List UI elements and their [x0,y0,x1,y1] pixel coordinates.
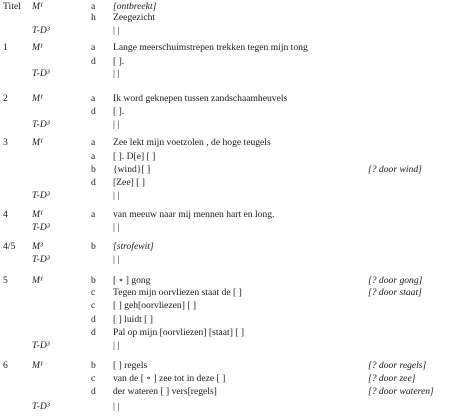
version-letter: a [91,209,96,220]
version-letter: a [91,151,96,162]
collation-row [0,164,450,176]
version-letter: d [91,56,96,67]
line-label: 4 [3,209,8,220]
variant-text: Lange meerschuimstrepen trekken tegen mijn tong [113,42,308,53]
version-letter: c [91,300,96,311]
witness-siglum: M¹ [32,275,43,286]
witness-siglum: T-D³ [32,25,50,36]
variant-text: [ ]. D[e] [ ] [113,151,156,162]
variant-text: Zee lekt mijn voetzolen , de hoge teugels [113,137,271,148]
collation-row [0,401,450,413]
line-label: 2 [3,93,8,104]
variant-text: [Zee] [ ] [113,177,145,188]
collation-row [0,287,450,299]
witness-siglum: M³ [32,241,43,252]
variant-text: [ ∘ ] gong [113,275,151,286]
collation-row [0,254,450,266]
variant-text: der wateren [ ] vers[regels] [113,386,217,397]
witness-siglum: T-D³ [32,401,50,412]
variant-text: [ ] geh[oorvliezen] [ ] [113,300,197,311]
variant-text: | | [113,222,120,233]
variant-text: Pal op mijn [oorvliezen] [staat] [ ] [113,327,245,338]
collation-row [0,222,450,234]
editorial-note: [? door wateren] [368,386,434,397]
collation-row [0,327,450,339]
line-label: 1 [3,42,8,53]
variant-text: van meeuw naar mij mennen hart en long. [113,209,275,220]
variant-text: [ ]. [113,106,125,117]
line-label: 3 [3,137,8,148]
editorial-note: [? door gong] [368,275,423,286]
version-letter: h [91,12,96,23]
version-letter: a [91,42,96,53]
version-letter: c [91,373,96,384]
collation-row [0,42,450,54]
variant-text: | | [113,340,120,351]
collation-row [0,93,450,105]
witness-siglum: T-D³ [32,68,50,79]
collation-row [0,151,450,163]
variant-text: Ik word geknepen tussen zandschaamheuvels [113,93,288,104]
collation-row [0,241,450,253]
variant-text: Zeegezicht [113,12,156,23]
version-letter: c [91,287,96,298]
collation-row [0,177,450,189]
witness-siglum: T-D³ [32,340,50,351]
witness-siglum: M¹ [32,209,43,220]
witness-siglum: M¹ [32,137,43,148]
collation-row [0,68,450,80]
line-label: 6 [3,360,8,371]
collation-row [0,137,450,149]
version-letter: d [91,106,96,117]
collation-row [0,360,450,372]
version-letter: d [91,314,96,325]
collation-row [0,300,450,312]
variant-text: | | [113,190,120,201]
version-letter: d [91,177,96,188]
version-letter: a [91,137,96,148]
version-letter: b [91,164,96,175]
editorial-note: [? door wind] [368,164,422,175]
variant-text: [strofewit] [113,241,154,252]
collation-row [0,386,450,398]
collation-row [0,12,450,24]
version-letter: b [91,275,96,286]
version-letter: d [91,386,96,397]
variant-text: | | [113,254,120,265]
witness-siglum: T-D³ [32,222,50,233]
variant-text: van de [ ∘ ] zee tot in deze [ ] [113,373,226,384]
collation-row [0,25,450,37]
variant-text: Tegen mijn oorvliezen staat de [ ] [113,287,242,298]
variant-text: [ ]. [113,56,125,67]
witness-siglum: M¹ [32,1,43,12]
variant-text: {wind}[ ] [113,164,151,175]
variant-text: | | [113,68,120,79]
witness-siglum: M¹ [32,360,43,371]
version-letter: a [91,93,96,104]
version-letter: d [91,327,96,338]
collation-row [0,56,450,68]
version-letter: b [91,360,96,371]
version-letter: a [91,1,96,12]
line-label: 5 [3,275,8,286]
collation-row [0,373,450,385]
collation-row [0,275,450,287]
variant-text: [ ] luidt [ ] [113,314,153,325]
line-label: Titel [3,1,21,12]
variant-text: | | [113,401,120,412]
witness-siglum: T-D³ [32,190,50,201]
collation-row [0,314,450,326]
editorial-note: [? door staat] [368,287,422,298]
collation-row [0,106,450,118]
editorial-note: [? door zee] [368,373,416,384]
variant-text: | | [113,25,120,36]
variant-text: [ontbreekt] [113,1,157,12]
witness-siglum: M¹ [32,42,43,53]
variant-text: | | [113,119,120,130]
version-letter: b [91,241,96,252]
witness-siglum: T-D³ [32,119,50,130]
collation-row [0,209,450,221]
editorial-note: [? door regels] [368,360,427,371]
collation-row [0,119,450,131]
line-label: 4/5 [3,241,16,252]
collation-row [0,190,450,202]
witness-siglum: T-D³ [32,254,50,265]
variant-text: [ ] regels [113,360,148,371]
witness-siglum: M¹ [32,93,43,104]
collation-row [0,340,450,352]
